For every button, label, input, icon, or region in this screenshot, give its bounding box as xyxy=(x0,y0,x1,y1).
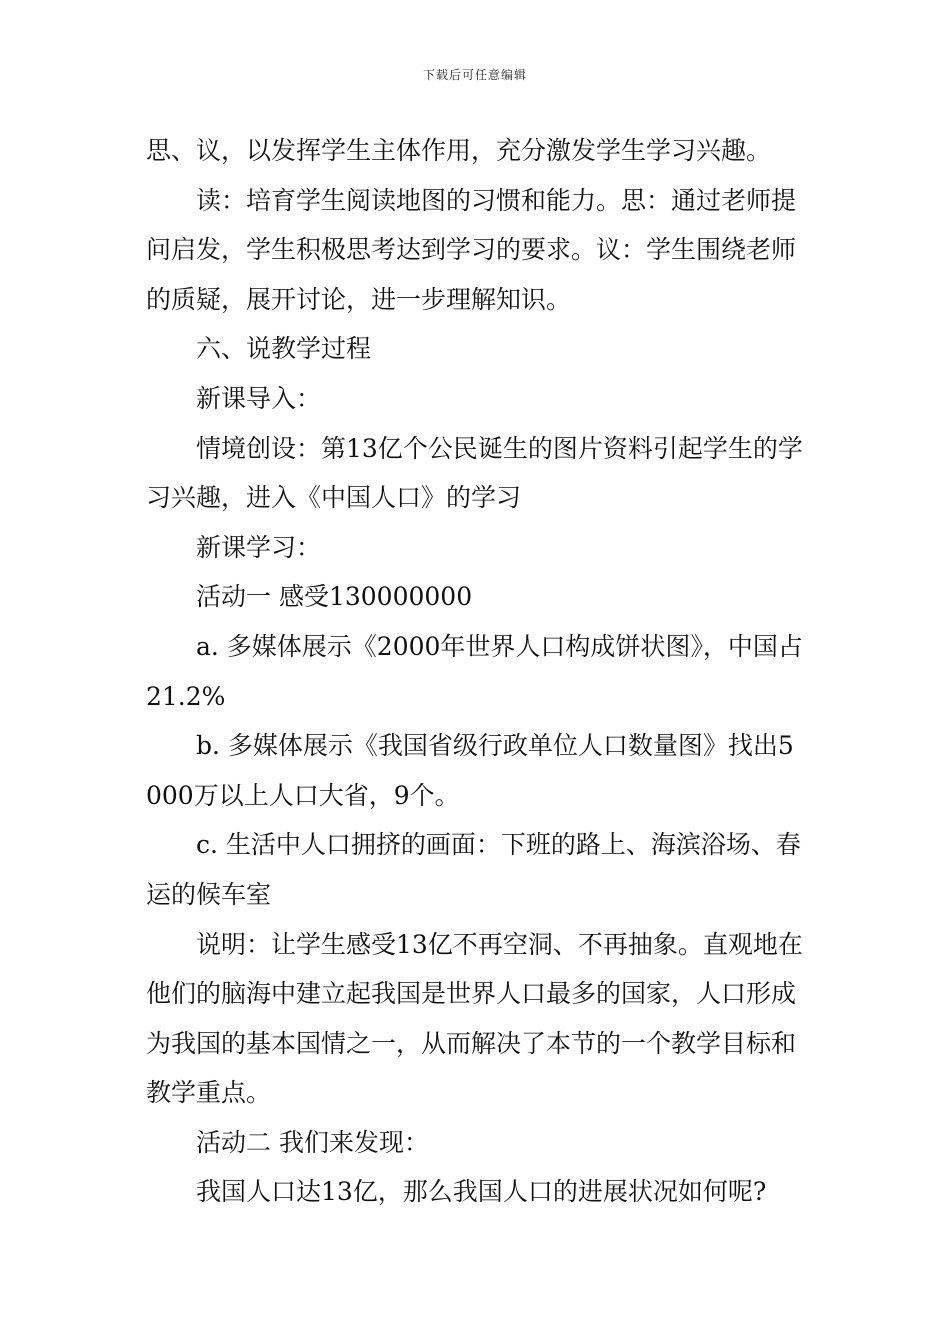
document-body xyxy=(146,126,808,1217)
activity-two-heading: 活动二 我们来发现： xyxy=(196,1127,429,1157)
paragraph-explanation: 说明：让学生感受13亿不再空洞、不再抽象。直观地在他们的脑海中建立起我国是世界人口最多的国家，人口形成为我国的基本国情之一，从而解决了本节的一个教学目标和教学重点。 xyxy=(146,929,803,1108)
list-item-a: a. 多媒体展示《2000年世界人口构成饼状图》，中国占21.2% xyxy=(146,631,803,711)
list-item-b: b. 多媒体展示《我国省级行政单位人口数量图》找出5000万以上人口大省，9个。 xyxy=(146,731,794,810)
paragraph-continuation: 思、议，以发挥学生主体作用，充分激发学生学习兴趣。 xyxy=(146,136,772,165)
paragraph-question: 我国人口达13亿，那么我国人口的进展状况如何呢? xyxy=(196,1177,767,1207)
page-header-note: 下载后可任意编辑 xyxy=(422,68,527,82)
subheading-new-lesson-intro: 新课导入： xyxy=(196,383,322,413)
list-item-c: c. 生活中人口拥挤的画面：下班的路上、海滨浴场、春运的候车室 xyxy=(146,830,801,909)
subheading-new-lesson-study: 新课学习： xyxy=(196,532,322,562)
paragraph-read-think-discuss: 读：培育学生阅读地图的习惯和能力。思：通过老师提问启发，学生积极思考达到学习的要求。议：学生围绕老师的质疑，展开讨论，进一步理解知识。 xyxy=(146,185,797,314)
activity-one-heading: 活动一 感受130000000 xyxy=(196,582,473,612)
paragraph-scenario: 情境创设：第13亿个公民诞生的图片资料引起学生的学习兴趣，进入《中国人口》的学习 xyxy=(146,433,803,513)
section-heading-teaching-process: 六、说教学过程 xyxy=(196,334,372,364)
